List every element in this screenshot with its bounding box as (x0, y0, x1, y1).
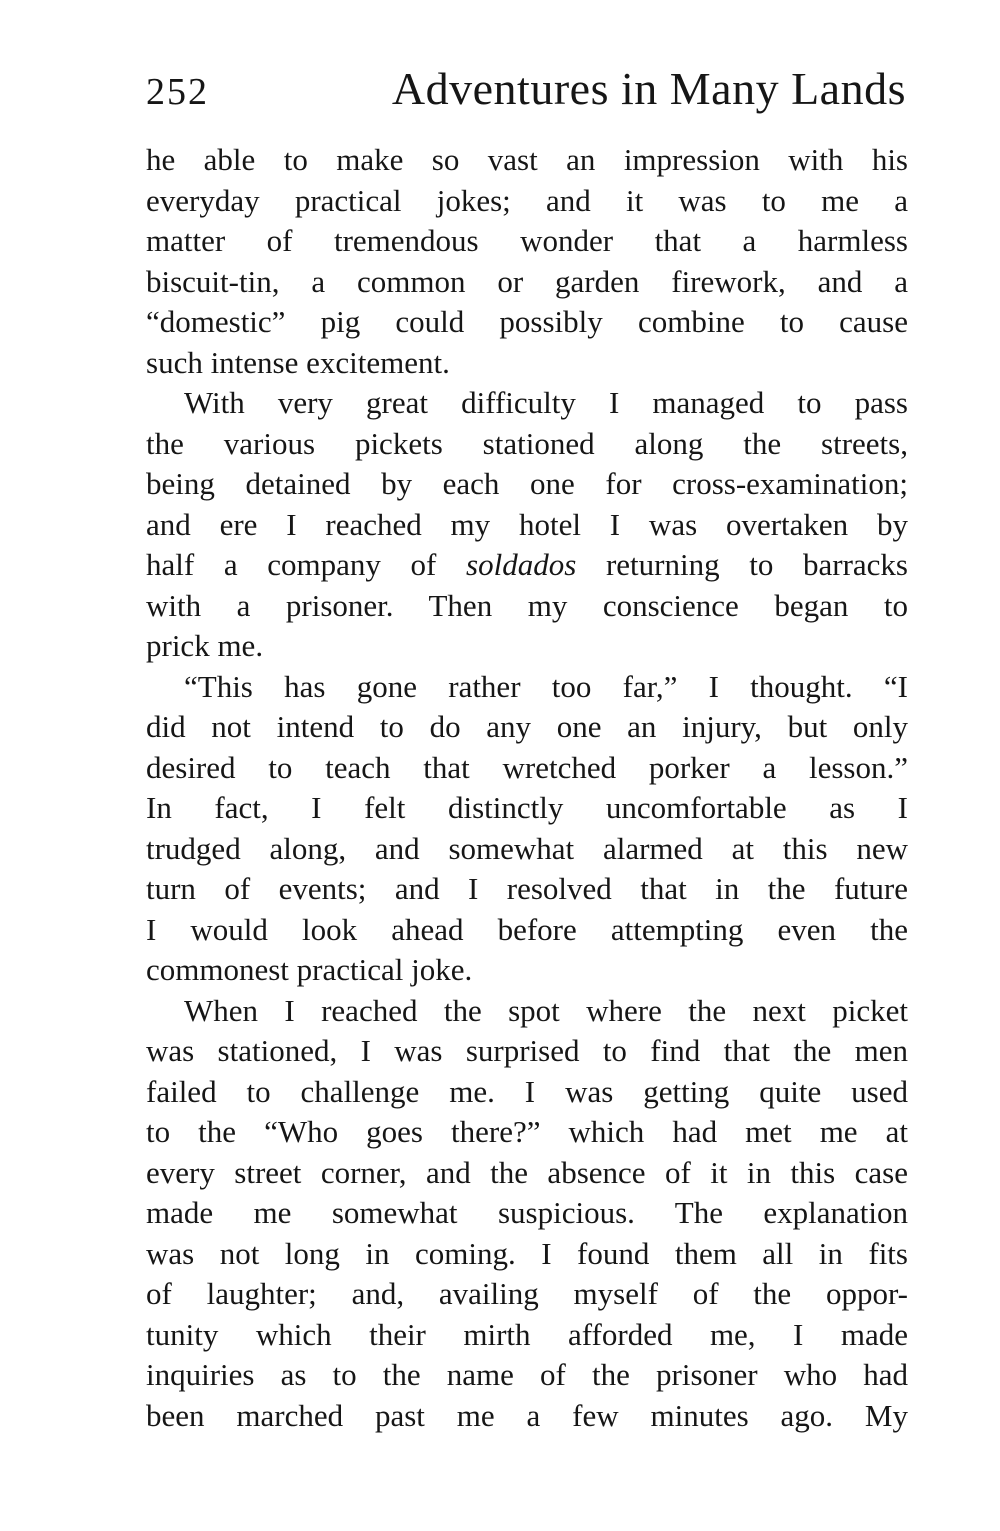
text-line: desired to teach that wretched porker a lesson.” (146, 749, 908, 785)
text-line: did not intend to do any one an injury, but only (146, 709, 908, 744)
text-line: “domestic” pig could possibly combine to cause (146, 304, 908, 339)
text-line-with-italic (146, 545, 908, 586)
text-segment: returning to barracks (576, 547, 908, 582)
text-line: made me somewhat suspicious. The explanation (146, 1195, 908, 1230)
text-line: with a prisoner. Then my conscience began to (146, 587, 908, 623)
text-segment: half a company of (146, 547, 467, 582)
italic-word: soldados (466, 547, 577, 582)
text-line: commonest practical joke. (146, 952, 473, 987)
text-line: biscuit-tin, a common or garden firework, and a (146, 263, 908, 299)
page-number: 252 (146, 71, 209, 113)
paragraph-start-line: With very great difficulty I managed to pass (184, 385, 908, 420)
text-line: tunity which their mirth afforded me, I made (146, 1316, 908, 1352)
text-line: turn of events; and I resolved that in the future (146, 871, 908, 906)
text-line: I would look ahead before attempting even the (146, 911, 908, 947)
text-line: In fact, I felt distinctly uncomfortable as I (146, 790, 908, 825)
text-line: being detained by each one for cross-examination; (146, 466, 908, 501)
text-line: failed to challenge me. I was getting quite used (146, 1073, 908, 1109)
body-text (146, 140, 908, 1436)
text-line: he able to make so vast an impression with his (146, 142, 908, 177)
text-line: everyday practical jokes; and it was to me a (146, 182, 908, 218)
text-line: matter of tremendous wonder that a harmless (146, 223, 908, 258)
text-line: been marched past me a few minutes ago. My (146, 1397, 908, 1433)
text-line: such intense excitement. (146, 344, 450, 380)
text-line: to the “Who goes there?” which had met me at (146, 1114, 908, 1149)
running-title: Adventures in Many Lands (391, 63, 906, 114)
text-line: of laughter; and, availing myself of the oppor- (146, 1276, 908, 1311)
text-line: trudged along, and somewhat alarmed at this new (146, 830, 908, 866)
running-head (146, 62, 906, 126)
text-line: inquiries as to the name of the prisoner who had (146, 1357, 908, 1392)
text-line: prick me. (146, 628, 264, 663)
text-line: was not long in coming. I found them all in fits (146, 1235, 908, 1271)
paragraph-start-line: When I reached the spot where the next picket (184, 992, 908, 1028)
text-line: the various pickets stationed along the streets, (146, 425, 908, 461)
text-line: was stationed, I was surprised to find that the men (146, 1033, 908, 1068)
paragraph-start-line: “This has gone rather too far,” I thought. “I (184, 668, 908, 704)
text-line: and ere I reached my hotel I was overtaken by (146, 506, 908, 542)
text-line: every street corner, and the absence of it in this case (146, 1154, 908, 1190)
